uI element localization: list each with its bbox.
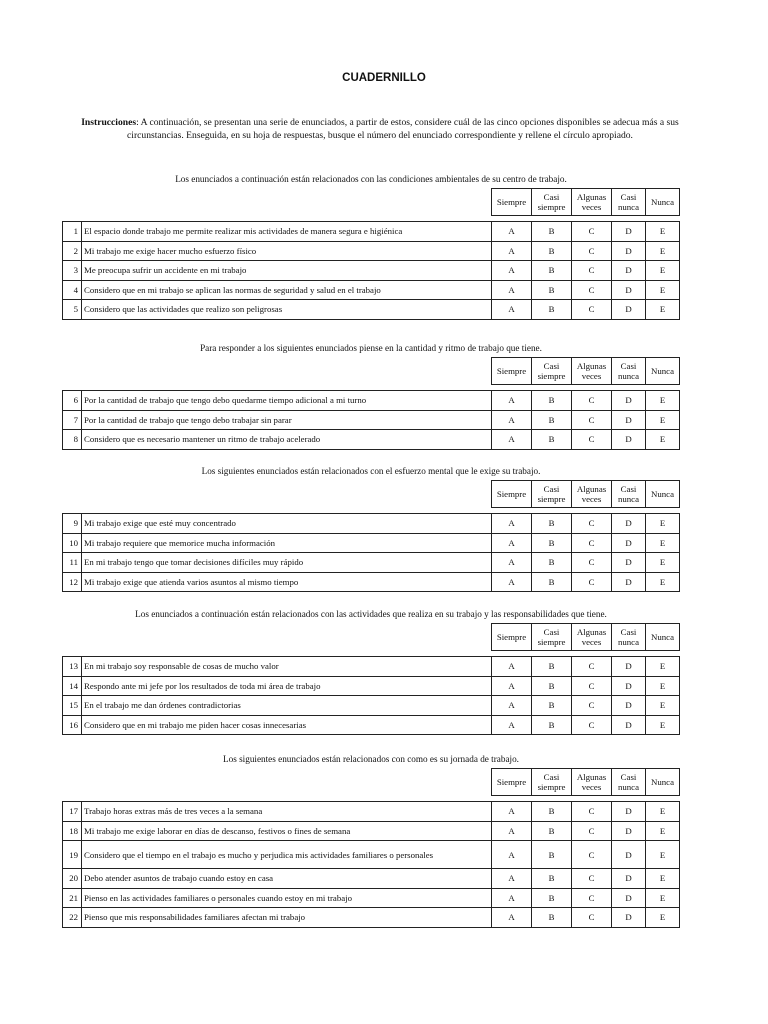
header-casi-nunca [612,189,646,216]
header-siempre [492,624,532,651]
table-row [63,241,680,261]
statement-number: 11 [63,553,82,573]
header-algunas-veces-label: veces [581,202,602,212]
option-d: D [612,410,646,430]
statements-table [62,513,680,592]
header-casi-siempre [532,481,572,508]
table-row [63,657,680,677]
header-casi-siempre-label: Casi [543,192,560,202]
option-a: A [492,241,532,261]
table-row [63,222,680,242]
option-e: E [646,391,680,411]
option-c: C [572,300,612,320]
statement-number: 17 [63,802,82,822]
option-e: E [646,553,680,573]
statement-text: Por la cantidad de trabajo que tengo debo trabajar sin parar [82,410,492,430]
statement-number: 7 [63,410,82,430]
option-d: D [612,430,646,450]
option-a: A [492,553,532,573]
table-row [63,430,680,450]
table-row [63,410,680,430]
table-row [63,715,680,735]
option-d: D [612,821,646,841]
option-a: A [492,841,532,869]
option-b: B [532,696,572,716]
option-c: C [572,657,612,677]
option-e: E [646,533,680,553]
option-c: C [572,696,612,716]
statement-text: Considero que el tiempo en el trabajo es mucho y perjudica mis actividades familiares o personales [82,841,492,869]
header-siempre-label: Siempre [496,366,527,376]
instructions-label: Instrucciones [81,117,137,128]
header-siempre-label: Siempre [496,777,527,787]
option-d: D [612,533,646,553]
option-d: D [612,222,646,242]
option-b: B [532,869,572,889]
option-b: B [532,430,572,450]
header-casi-nunca-label: Casi [620,361,637,371]
header-siempre [492,481,532,508]
option-b: B [532,280,572,300]
statements-table [62,221,680,320]
statement-text: Mi trabajo me exige hacer mucho esfuerzo físico [82,241,492,261]
statement-number: 12 [63,572,82,592]
header-casi-nunca-label: nunca [617,202,639,212]
option-a: A [492,715,532,735]
option-b: B [532,841,572,869]
table-row [63,533,680,553]
instructions [60,116,700,142]
options-header [491,768,680,796]
statement-number: 14 [63,676,82,696]
option-b: B [532,888,572,908]
option-d: D [612,888,646,908]
statement-text: Debo atender asuntos de trabajo cuando estoy en casa [82,869,492,889]
option-b: B [532,553,572,573]
header-algunas-veces [572,481,612,508]
document-title: CUADERNILLO [342,72,426,84]
statement-text: Me preocupa sufrir un accidente en mi trabajo [82,261,492,281]
options-header [491,188,680,216]
option-c: C [572,280,612,300]
statement-number: 13 [63,657,82,677]
statement-number: 20 [63,869,82,889]
header-siempre-label: Siempre [496,632,527,642]
header-casi-nunca-label: nunca [617,637,639,647]
option-e: E [646,715,680,735]
header-nunca [646,769,680,796]
statement-number: 10 [63,533,82,553]
statement-text: Considero que es necesario mantener un ritmo de trabajo acelerado [82,430,492,450]
statement-number: 1 [63,222,82,242]
statement-text: Considero que en mi trabajo me piden hacer cosas innecesarias [82,715,492,735]
option-c: C [572,572,612,592]
header-casi-siempre [532,769,572,796]
header-casi-nunca-label: Casi [620,192,637,202]
header-casi-siempre-label: siempre [537,202,566,212]
statement-text: Considero que en mi trabajo se aplican las normas de seguridad y salud en el trabajo [82,280,492,300]
header-nunca [646,481,680,508]
option-b: B [532,802,572,822]
table-row [63,280,680,300]
header-algunas-veces-label: Algunas [576,484,607,494]
option-a: A [492,300,532,320]
statement-text: Pienso que mis responsabilidades familiares afectan mi trabajo [82,908,492,928]
statement-number: 5 [63,300,82,320]
option-d: D [612,261,646,281]
option-e: E [646,241,680,261]
header-nunca-label: Nunca [651,366,674,376]
option-a: A [492,533,532,553]
table-row [63,869,680,889]
header-casi-nunca-label: Casi [620,772,637,782]
header-siempre [492,769,532,796]
option-e: E [646,908,680,928]
statement-text: Mi trabajo exige que atienda varios asuntos al mismo tiempo [82,572,492,592]
option-c: C [572,391,612,411]
option-e: E [646,841,680,869]
header-nunca-label: Nunca [651,632,674,642]
option-e: E [646,410,680,430]
option-e: E [646,300,680,320]
header-casi-siempre-label: siempre [537,494,566,504]
option-c: C [572,241,612,261]
option-d: D [612,841,646,869]
header-casi-nunca [612,358,646,385]
table-row [63,821,680,841]
header-algunas-veces [572,358,612,385]
option-c: C [572,430,612,450]
statement-number: 16 [63,715,82,735]
option-d: D [612,300,646,320]
instructions-text: : A continuación, se presentan una serie de enunciados, a partir de estos, considere cuál de las cinco opciones disponibles se adecua más a sus circunstancias. Enseguida, en su hoja de respuestas, busque el número del enunciado correspondiente y rellene el círculo apropiado. [127,117,679,141]
option-b: B [532,241,572,261]
statement-number: 15 [63,696,82,716]
option-b: B [532,261,572,281]
option-e: E [646,696,680,716]
table-row [63,553,680,573]
option-a: A [492,572,532,592]
option-c: C [572,888,612,908]
statement-text: Mi trabajo requiere que memorice mucha información [82,533,492,553]
header-algunas-veces-label: veces [581,494,602,504]
option-a: A [492,222,532,242]
option-c: C [572,261,612,281]
option-d: D [612,553,646,573]
option-b: B [532,715,572,735]
option-b: B [532,410,572,430]
option-a: A [492,657,532,677]
table-row [63,572,680,592]
option-a: A [492,869,532,889]
option-a: A [492,802,532,822]
option-b: B [532,657,572,677]
statement-text: En mi trabajo tengo que tomar decisiones difíciles muy rápido [82,553,492,573]
option-d: D [612,715,646,735]
table-row [63,908,680,928]
option-d: D [612,696,646,716]
option-e: E [646,888,680,908]
header-siempre [492,358,532,385]
option-a: A [492,430,532,450]
option-a: A [492,410,532,430]
section-caption: Los siguientes enunciados están relacionados con el esfuerzo mental que le exige su trabajo. [201,466,541,476]
statement-text: Respondo ante mi jefe por los resultados de toda mi área de trabajo [82,676,492,696]
option-e: E [646,261,680,281]
option-c: C [572,715,612,735]
section-caption: Para responder a los siguientes enunciados piense en la cantidad y ritmo de trabajo que tiene. [200,343,542,353]
header-algunas-veces [572,624,612,651]
header-casi-nunca-label: nunca [617,494,639,504]
option-d: D [612,802,646,822]
statement-text: En el trabajo me dan órdenes contradictorias [82,696,492,716]
option-e: E [646,869,680,889]
option-a: A [492,888,532,908]
section-caption: Los enunciados a continuación están relacionados con las condiciones ambientales de su centro de trabajo. [175,174,567,184]
option-b: B [532,908,572,928]
statement-text: Considero que las actividades que realizo son peligrosas [82,300,492,320]
option-d: D [612,391,646,411]
table-row [63,391,680,411]
options-header [491,623,680,651]
option-e: E [646,821,680,841]
header-algunas-veces-label: Algunas [576,192,607,202]
option-c: C [572,676,612,696]
table-row [63,802,680,822]
header-casi-siempre [532,624,572,651]
option-d: D [612,572,646,592]
statement-number: 4 [63,280,82,300]
statement-text: El espacio donde trabajo me permite realizar mis actividades de manera segura e higiénica [82,222,492,242]
statement-number: 19 [63,841,82,869]
option-c: C [572,841,612,869]
option-a: A [492,821,532,841]
table-row [63,261,680,281]
statement-number: 21 [63,888,82,908]
statements-table [62,656,680,735]
header-algunas-veces-label: veces [581,637,602,647]
option-b: B [532,514,572,534]
header-algunas-veces-label: veces [581,371,602,381]
option-c: C [572,908,612,928]
option-b: B [532,676,572,696]
table-row [63,514,680,534]
option-e: E [646,280,680,300]
option-b: B [532,821,572,841]
option-e: E [646,222,680,242]
header-nunca-label: Nunca [651,777,674,787]
header-casi-siempre-label: Casi [543,361,560,371]
header-siempre-label: Siempre [496,197,527,207]
header-casi-nunca-label: Casi [620,627,637,637]
option-c: C [572,533,612,553]
header-casi-nunca-label: nunca [617,371,639,381]
option-c: C [572,553,612,573]
header-casi-nunca-label: nunca [617,782,639,792]
statement-number: 22 [63,908,82,928]
option-c: C [572,821,612,841]
option-b: B [532,222,572,242]
table-row [63,696,680,716]
table-row [63,676,680,696]
option-a: A [492,696,532,716]
option-d: D [612,676,646,696]
header-casi-siempre-label: siempre [537,371,566,381]
statements-table [62,390,680,450]
table-row [63,888,680,908]
option-d: D [612,514,646,534]
option-d: D [612,280,646,300]
header-casi-siempre-label: Casi [543,772,560,782]
header-casi-siempre-label: siempre [537,637,566,647]
option-b: B [532,533,572,553]
option-e: E [646,430,680,450]
statement-text: Trabajo horas extras más de tres veces a la semana [82,802,492,822]
options-header [491,480,680,508]
statement-text: Por la cantidad de trabajo que tengo debo quedarme tiempo adicional a mi turno [82,391,492,411]
option-a: A [492,908,532,928]
option-c: C [572,802,612,822]
option-c: C [572,410,612,430]
header-nunca [646,189,680,216]
option-a: A [492,676,532,696]
header-algunas-veces-label: Algunas [576,627,607,637]
statement-number: 8 [63,430,82,450]
option-d: D [612,869,646,889]
section-caption: Los enunciados a continuación están relacionados con las actividades que realiza en su trabajo y las responsabilidades que tiene. [135,609,607,619]
option-b: B [532,300,572,320]
table-row [63,841,680,869]
option-d: D [612,241,646,261]
option-c: C [572,222,612,242]
option-a: A [492,280,532,300]
header-casi-nunca [612,769,646,796]
option-c: C [572,869,612,889]
statement-number: 9 [63,514,82,534]
option-a: A [492,514,532,534]
option-d: D [612,657,646,677]
option-e: E [646,572,680,592]
header-algunas-veces-label: Algunas [576,772,607,782]
header-nunca-label: Nunca [651,197,674,207]
header-casi-nunca [612,624,646,651]
header-nunca [646,624,680,651]
statements-table [62,801,680,928]
statement-number: 18 [63,821,82,841]
header-casi-siempre-label: siempre [537,782,566,792]
statement-text: Pienso en las actividades familiares o personales cuando estoy en mi trabajo [82,888,492,908]
option-e: E [646,802,680,822]
option-a: A [492,261,532,281]
option-b: B [532,572,572,592]
header-nunca-label: Nunca [651,489,674,499]
option-b: B [532,391,572,411]
header-siempre-label: Siempre [496,489,527,499]
statement-number: 2 [63,241,82,261]
option-c: C [572,514,612,534]
statement-text: Mi trabajo exige que esté muy concentrado [82,514,492,534]
header-algunas-veces [572,769,612,796]
header-casi-siempre-label: Casi [543,627,560,637]
option-e: E [646,514,680,534]
header-algunas-veces [572,189,612,216]
statement-number: 6 [63,391,82,411]
header-nunca [646,358,680,385]
header-siempre [492,189,532,216]
header-algunas-veces-label: Algunas [576,361,607,371]
option-d: D [612,908,646,928]
header-casi-nunca-label: Casi [620,484,637,494]
header-algunas-veces-label: veces [581,782,602,792]
option-a: A [492,391,532,411]
options-header [491,357,680,385]
header-casi-siempre-label: Casi [543,484,560,494]
statement-number: 3 [63,261,82,281]
option-e: E [646,657,680,677]
header-casi-siempre [532,189,572,216]
table-row [63,300,680,320]
header-casi-siempre [532,358,572,385]
statement-text: Mi trabajo me exige laborar en días de descanso, festivos o fines de semana [82,821,492,841]
statement-text: En mi trabajo soy responsable de cosas de mucho valor [82,657,492,677]
header-casi-nunca [612,481,646,508]
option-e: E [646,676,680,696]
section-caption: Los siguientes enunciados están relacionados con como es su jornada de trabajo. [223,754,519,764]
